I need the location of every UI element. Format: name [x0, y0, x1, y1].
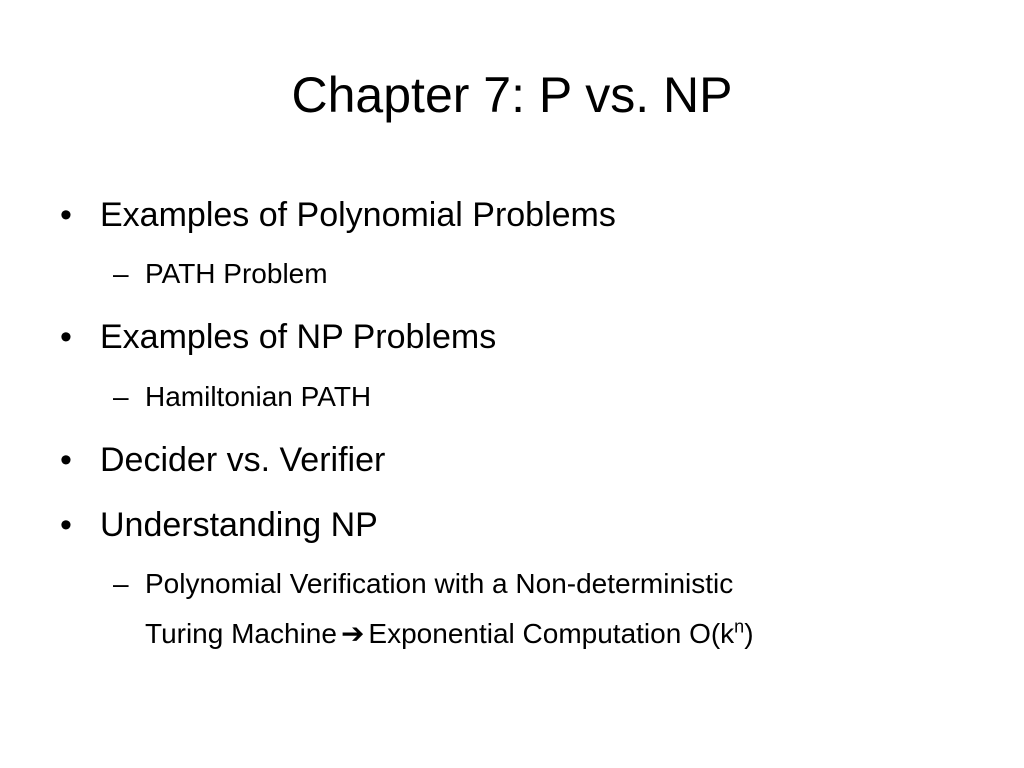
sub-bullet-text-line1: Polynomial Verification with a Non-deterministic	[145, 568, 734, 599]
bullet-text: Examples of Polynomial Problems	[100, 196, 616, 234]
right-arrow-icon: ➔	[340, 618, 365, 649]
bullet-text: Decider vs. Verifier	[100, 441, 386, 479]
dash-glyph: –	[113, 258, 129, 289]
bullet-glyph: •	[60, 506, 72, 544]
sub-bullet-text: PATH Problem	[145, 258, 328, 289]
line2-prefix: Turing Machine	[145, 618, 337, 649]
sub-bullet-text-line2	[145, 616, 754, 652]
sub-bullet-text: Hamiltonian PATH	[145, 381, 372, 412]
bullet-glyph: •	[60, 196, 72, 234]
bullet-text: Understanding NP	[100, 506, 378, 544]
bullet-glyph: •	[60, 441, 72, 479]
superscript-n: n	[734, 616, 745, 637]
bullet-text: Examples of NP Problems	[100, 318, 497, 356]
dash-glyph: –	[113, 568, 129, 599]
line2-suffix: )	[744, 618, 754, 649]
line2-mid: Exponential Computation O(k	[368, 618, 735, 649]
bullet-glyph: •	[60, 318, 72, 356]
dash-glyph: –	[113, 381, 129, 412]
slide-title: Chapter 7: P vs. NP	[291, 67, 733, 123]
